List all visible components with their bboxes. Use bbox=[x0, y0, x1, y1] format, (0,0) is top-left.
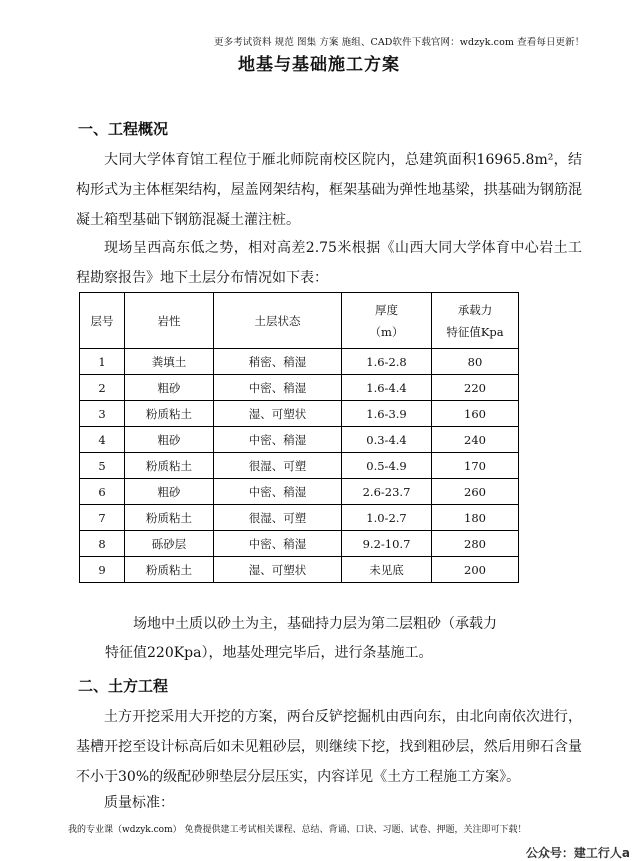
header-thickness-line1: 厚度 bbox=[375, 302, 398, 317]
cell-thickness: 9.2-10.7 bbox=[342, 531, 432, 557]
cell-capacity: 280 bbox=[432, 531, 519, 557]
table-row bbox=[80, 401, 519, 427]
header-capacity bbox=[432, 293, 519, 349]
cell-state: 湿、可塑状 bbox=[214, 557, 342, 583]
cell-state: 中密、稍湿 bbox=[214, 479, 342, 505]
cell-capacity: 160 bbox=[432, 401, 519, 427]
cell-capacity: 80 bbox=[432, 349, 519, 375]
table-row bbox=[80, 375, 519, 401]
cell-thickness: 0.5-4.9 bbox=[342, 453, 432, 479]
header-state: 土层状态 bbox=[214, 293, 342, 349]
cell-rock: 粉质粘土 bbox=[125, 453, 214, 479]
cell-state: 中密、稍湿 bbox=[214, 375, 342, 401]
cell-thickness: 1.6-2.8 bbox=[342, 349, 432, 375]
table-row bbox=[80, 349, 519, 375]
cell-rock: 粗砂 bbox=[125, 375, 214, 401]
table-row bbox=[80, 479, 519, 505]
cell-layer: 5 bbox=[80, 453, 125, 479]
cell-layer: 8 bbox=[80, 531, 125, 557]
cell-capacity: 240 bbox=[432, 427, 519, 453]
cell-rock: 粪填土 bbox=[125, 349, 214, 375]
section-heading-overview: 一、工程概况 bbox=[78, 120, 169, 138]
conclusion-line2: 特征值220Kpa），地基处理完毕后，进行条基施工。 bbox=[105, 645, 433, 661]
cell-layer: 2 bbox=[80, 375, 125, 401]
overview-paragraph: 大同大学体育馆工程位于雁北师院南校区院内，总建筑面积16965.8m²，结构形式为主体框架结构，屋盖网架结构，框架基础为弹性地基梁，拱基础为钢筋混凝土箱型基础下钢筋混凝土灌注桩。 bbox=[76, 152, 582, 228]
conclusion-line1: 场地中土质以砂土为主，基础持力层为第二层粗砂（承载力 bbox=[133, 616, 497, 632]
cell-thickness: 未见底 bbox=[342, 557, 432, 583]
header-layer: 层号 bbox=[80, 293, 125, 349]
cell-capacity: 220 bbox=[432, 375, 519, 401]
cell-state: 中密、稍湿 bbox=[214, 427, 342, 453]
cell-state: 湿、可塑状 bbox=[214, 401, 342, 427]
section-heading-earthwork: 二、土方工程 bbox=[78, 677, 169, 695]
table-row bbox=[80, 505, 519, 531]
cell-rock: 粉质粘土 bbox=[125, 557, 214, 583]
cell-capacity: 200 bbox=[432, 557, 519, 583]
footer-note: 我的专业课（wdzyk.com） 免费提供建工考试相关课程、总结、背诵、口诀、习题、试卷、押题，关注即可下载！ bbox=[68, 825, 527, 835]
cell-thickness: 2.6-23.7 bbox=[342, 479, 432, 505]
site-paragraph: 现场呈西高东低之势，相对高差2.75米根据《山西大同大学体育中心岩土工程勘察报告》地下土层分布情况如下表： bbox=[76, 240, 582, 286]
cell-layer: 1 bbox=[80, 349, 125, 375]
header-capacity-line1: 承载力 bbox=[457, 302, 493, 317]
cell-state: 很湿、可塑 bbox=[214, 453, 342, 479]
cell-rock: 砾砂层 bbox=[125, 531, 214, 557]
table-row bbox=[80, 557, 519, 583]
cell-layer: 7 bbox=[80, 505, 125, 531]
cell-capacity: 260 bbox=[432, 479, 519, 505]
cell-thickness: 1.0-2.7 bbox=[342, 505, 432, 531]
header-note: 更多考试资料 规范 图集 方案 施组、CAD软件下载官网：wdzyk.com 查看每日更新！ bbox=[214, 37, 585, 48]
table-header-row bbox=[80, 293, 519, 349]
cell-capacity: 180 bbox=[432, 505, 519, 531]
cell-rock: 粉质粘土 bbox=[125, 401, 214, 427]
cell-layer: 9 bbox=[80, 557, 125, 583]
cell-rock: 粉质粘土 bbox=[125, 505, 214, 531]
soil-layer-table bbox=[79, 292, 519, 583]
cell-state: 稍密、稍湿 bbox=[214, 349, 342, 375]
cell-thickness: 1.6-3.9 bbox=[342, 401, 432, 427]
quality-standard-label: 质量标准： bbox=[104, 795, 174, 811]
cell-rock: 粗砂 bbox=[125, 427, 214, 453]
header-capacity-line2: 特征值Kpa bbox=[446, 324, 504, 339]
header-thickness-line2: （m） bbox=[369, 324, 404, 339]
cell-layer: 6 bbox=[80, 479, 125, 505]
cell-state: 很湿、可塑 bbox=[214, 505, 342, 531]
document-title: 地基与基础施工方案 bbox=[238, 55, 400, 75]
cell-layer: 3 bbox=[80, 401, 125, 427]
earthwork-paragraph: 土方开挖采用大开挖的方案，两台反铲挖掘机由西向东，由北向南依次进行，基槽开挖至设计标高后如未见粗砂层，则继续下挖，找到粗砂层，然后用卵石含量不小于30%的级配砂卵垫层分层压实，内容详见《土方工程施工方案》。 bbox=[76, 709, 582, 785]
table-row bbox=[80, 427, 519, 453]
cell-thickness: 0.3-4.4 bbox=[342, 427, 432, 453]
cell-thickness: 1.6-4.4 bbox=[342, 375, 432, 401]
cell-state: 中密、稍湿 bbox=[214, 531, 342, 557]
header-rock: 岩性 bbox=[125, 293, 214, 349]
header-thickness bbox=[342, 293, 432, 349]
cell-capacity: 170 bbox=[432, 453, 519, 479]
watermark: 公众号：建工行人a bbox=[525, 846, 630, 860]
cell-rock: 粗砂 bbox=[125, 479, 214, 505]
table-row bbox=[80, 453, 519, 479]
cell-layer: 4 bbox=[80, 427, 125, 453]
table-row bbox=[80, 531, 519, 557]
